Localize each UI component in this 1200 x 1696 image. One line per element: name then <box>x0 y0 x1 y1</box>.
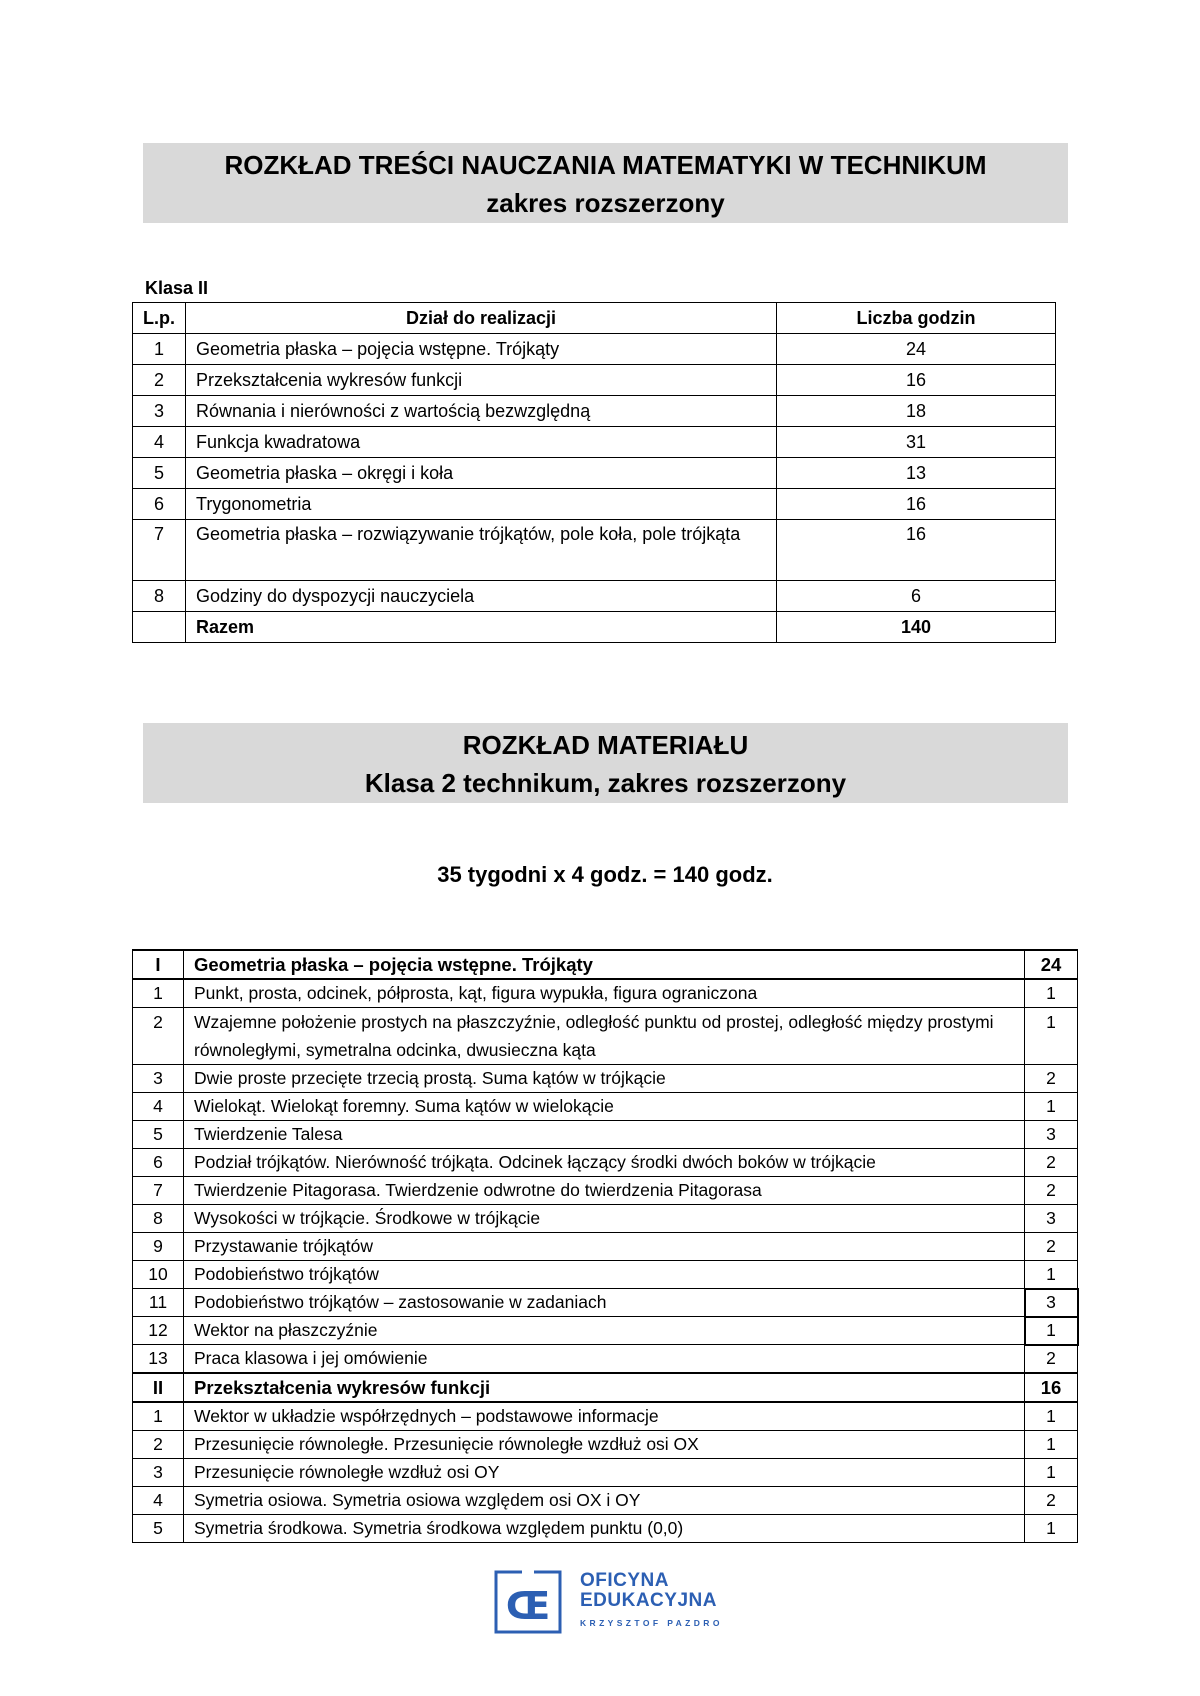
row-number: 5 <box>133 1515 184 1543</box>
row-number: 2 <box>133 1008 184 1065</box>
row-number: 8 <box>133 1205 184 1233</box>
total-label: Razem <box>186 612 777 643</box>
row-topic: Symetria środkowa. Symetria środkowa względem punktu (0,0) <box>184 1515 1025 1543</box>
row-hours: 2 <box>1025 1487 1078 1515</box>
table-row <box>133 1289 1078 1317</box>
row-hours: 2 <box>1025 1345 1078 1374</box>
row-number: 3 <box>133 1459 184 1487</box>
row-hours: 3 <box>1025 1121 1078 1149</box>
summary-table <box>132 302 1056 643</box>
row-topic: Przystawanie trójkątów <box>184 1233 1025 1261</box>
row-topic: Przesunięcie równoległe wzdłuż osi OY <box>184 1459 1025 1487</box>
section-hours: 24 <box>1025 950 1078 979</box>
row-hours: 2 <box>1025 1065 1078 1093</box>
table-row <box>133 1093 1078 1121</box>
table-row <box>133 1459 1078 1487</box>
table-row <box>133 1205 1078 1233</box>
table-row <box>133 581 1056 612</box>
material-banner <box>143 723 1068 803</box>
row-topic: Trygonometria <box>186 489 777 520</box>
section-hours: 16 <box>1025 1373 1078 1402</box>
row-number: 4 <box>133 427 186 458</box>
table-row <box>133 1515 1078 1543</box>
row-hours: 18 <box>777 396 1056 427</box>
row-hours: 2 <box>1025 1233 1078 1261</box>
row-number: 6 <box>133 1149 184 1177</box>
row-topic: Równania i nierówności z wartością bezwzględną <box>186 396 777 427</box>
row-topic: Punkt, prosta, odcinek, półprosta, kąt, figura wypukła, figura ograniczona <box>184 979 1025 1008</box>
table-row <box>133 1177 1078 1205</box>
row-number: 12 <box>133 1317 184 1345</box>
table-row <box>133 1233 1078 1261</box>
row-number: 2 <box>133 1431 184 1459</box>
row-topic: Wektor na płaszczyźnie <box>184 1317 1025 1345</box>
table-row <box>133 1065 1078 1093</box>
header-lp: L.p. <box>133 303 186 334</box>
row-topic: Geometria płaska – pojęcia wstępne. Trójkąty <box>186 334 777 365</box>
row-hours: 1 <box>1025 1515 1078 1543</box>
row-hours: 16 <box>777 489 1056 520</box>
table-row <box>133 1487 1078 1515</box>
row-topic: Wektor w układzie współrzędnych – podstawowe informacje <box>184 1402 1025 1431</box>
row-topic: Przesunięcie równoległe. Przesunięcie równoległe wzdłuż osi OX <box>184 1431 1025 1459</box>
row-number: 4 <box>133 1093 184 1121</box>
logo-line-3: KRZYSZTOF PAZDRO <box>580 1618 723 1628</box>
material-title-line-2: Klasa 2 technikum, zakres rozszerzony <box>364 768 847 798</box>
row-number: 11 <box>133 1289 184 1317</box>
header-topic: Dział do realizacji <box>186 303 777 334</box>
row-topic: Geometria płaska – okręgi i koła <box>186 458 777 489</box>
row-topic: Twierdzenie Pitagorasa. Twierdzenie odwrotne do twierdzenia Pitagorasa <box>184 1177 1025 1205</box>
table-row <box>133 334 1056 365</box>
row-number: 8 <box>133 581 186 612</box>
table-row <box>133 520 1056 581</box>
row-topic: Twierdzenie Talesa <box>184 1121 1025 1149</box>
row-hours: 1 <box>1025 1261 1078 1289</box>
row-hours: 1 <box>1025 1093 1078 1121</box>
table-row <box>133 396 1056 427</box>
row-hours: 24 <box>777 334 1056 365</box>
section-row <box>133 1373 1078 1402</box>
row-number: 5 <box>133 458 186 489</box>
row-hours: 1 <box>1025 1402 1078 1431</box>
total-empty-cell <box>133 612 186 643</box>
row-hours: 2 <box>1025 1149 1078 1177</box>
row-topic: Wysokości w trójkącie. Środkowe w trójkącie <box>184 1205 1025 1233</box>
section-title: Przekształcenia wykresów funkcji <box>184 1373 1025 1402</box>
row-hours: 1 <box>1025 1008 1078 1065</box>
row-number: 9 <box>133 1233 184 1261</box>
header-hours: Liczba godzin <box>777 303 1056 334</box>
table-row <box>133 1149 1078 1177</box>
total-hours: 140 <box>777 612 1056 643</box>
row-number: 1 <box>133 334 186 365</box>
row-hours: 16 <box>777 520 1056 581</box>
row-topic: Przekształcenia wykresów funkcji <box>186 365 777 396</box>
material-table <box>132 949 1078 1543</box>
row-number: 3 <box>133 396 186 427</box>
row-hours: 3 <box>1025 1205 1078 1233</box>
row-topic: Geometria płaska – rozwiązywanie trójkątów, pole koła, pole trójkąta <box>186 520 777 581</box>
row-hours: 1 <box>1025 1317 1078 1345</box>
row-number: 6 <box>133 489 186 520</box>
row-topic: Dwie proste przecięte trzecią prostą. Suma kątów w trójkącie <box>184 1065 1025 1093</box>
row-topic: Godziny do dyspozycji nauczyciela <box>186 581 777 612</box>
row-topic: Wzajemne położenie prostych na płaszczyźnie, odległość punktu od prostej, odległość między prostymi równoległymi, symetralna odcinka, dwusieczna kąta <box>184 1008 1025 1065</box>
table-row <box>133 365 1056 396</box>
row-hours: 6 <box>777 581 1056 612</box>
row-topic: Podział trójkątów. Nierówność trójkąta. Odcinek łączący środki dwóch boków w trójkącie <box>184 1149 1025 1177</box>
table-row <box>133 1345 1078 1374</box>
row-hours: 3 <box>1025 1289 1078 1317</box>
row-hours: 31 <box>777 427 1056 458</box>
table-row <box>133 1431 1078 1459</box>
row-hours: 1 <box>1025 979 1078 1008</box>
row-number: 10 <box>133 1261 184 1289</box>
table-row <box>133 1121 1078 1149</box>
row-number: 5 <box>133 1121 184 1149</box>
row-topic: Funkcja kwadratowa <box>186 427 777 458</box>
weeks-subtitle: 35 tygodni x 4 godz. = 140 godz. <box>437 862 773 887</box>
row-number: 2 <box>133 365 186 396</box>
table-row <box>133 489 1056 520</box>
row-topic: Praca klasowa i jej omówienie <box>184 1345 1025 1374</box>
table-row <box>133 1317 1078 1345</box>
row-topic: Wielokąt. Wielokąt foremny. Suma kątów w wielokącie <box>184 1093 1025 1121</box>
row-topic: Podobieństwo trójkątów – zastosowanie w zadaniach <box>184 1289 1025 1317</box>
row-number: 1 <box>133 979 184 1008</box>
row-hours: 2 <box>1025 1177 1078 1205</box>
table-row <box>133 1402 1078 1431</box>
row-number: 7 <box>133 1177 184 1205</box>
table-header-row <box>133 303 1056 334</box>
row-number: 13 <box>133 1345 184 1374</box>
table-row <box>133 458 1056 489</box>
section-number: II <box>133 1373 184 1402</box>
class-label: Klasa II <box>145 278 209 298</box>
title-banner <box>143 143 1068 223</box>
material-title-line-1: ROZKŁAD MATERIAŁU <box>462 730 749 760</box>
section-row <box>133 950 1078 979</box>
table-row <box>133 1261 1078 1289</box>
title-line-2: zakres rozszerzony <box>486 188 725 218</box>
row-hours: 16 <box>777 365 1056 396</box>
publisher-logo <box>494 1568 724 1634</box>
row-number: 3 <box>133 1065 184 1093</box>
row-hours: 1 <box>1025 1459 1078 1487</box>
row-hours: 13 <box>777 458 1056 489</box>
row-topic: Symetria osiowa. Symetria osiowa względem osi OX i OY <box>184 1487 1025 1515</box>
logo-mark-glyph: Œ <box>505 1584 551 1628</box>
row-number: 1 <box>133 1402 184 1431</box>
row-number: 7 <box>133 520 186 581</box>
row-number: 4 <box>133 1487 184 1515</box>
table-row <box>133 427 1056 458</box>
logo-line-2: EDUKACYJNA <box>580 1590 717 1611</box>
publisher-logo-icon <box>494 1568 562 1634</box>
row-hours: 1 <box>1025 1431 1078 1459</box>
total-row <box>133 612 1056 643</box>
section-number: I <box>133 950 184 979</box>
title-line-1: ROZKŁAD TREŚCI NAUCZANIA MATEMATYKI W TECHNIKUM <box>224 150 987 180</box>
table-row <box>133 979 1078 1008</box>
logo-line-1: OFICYNA <box>580 1570 669 1591</box>
table-row <box>133 1008 1078 1065</box>
section-title: Geometria płaska – pojęcia wstępne. Trójkąty <box>184 950 1025 979</box>
row-topic: Podobieństwo trójkątów <box>184 1261 1025 1289</box>
